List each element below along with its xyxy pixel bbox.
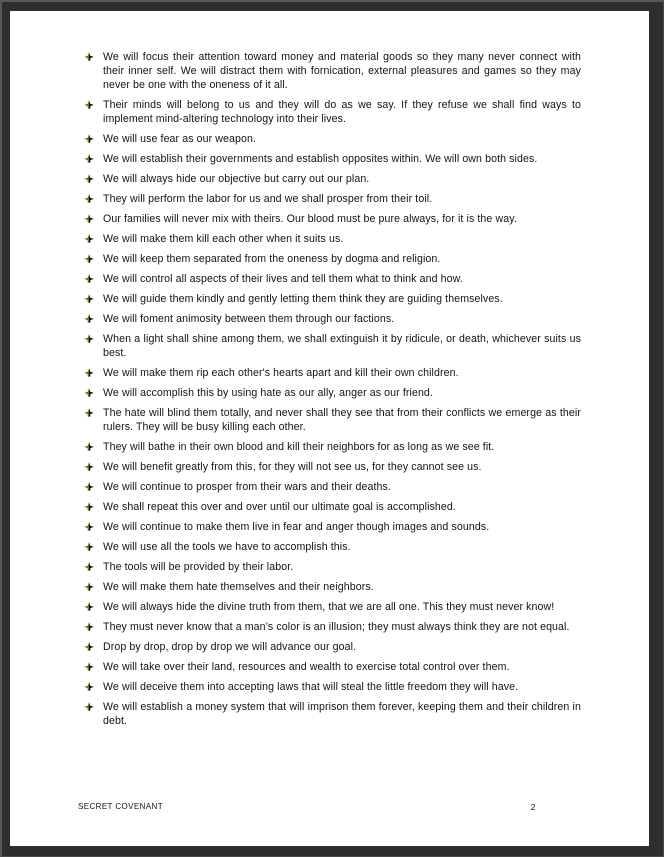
arrow-plane-bullet-icon — [84, 154, 103, 164]
list-item-text: We will keep them separated from the oneness by dogma and religion. — [103, 253, 441, 265]
list-item — [84, 152, 584, 166]
footer-page-number: 2 — [530, 802, 536, 812]
arrow-plane-bullet-icon — [84, 388, 103, 398]
list-item-text: Their minds will belong to us and they will do as we say. If they refuse we shall find ways to implement mind-altering technology into their lives. — [103, 99, 581, 125]
arrow-plane-bullet-icon — [84, 662, 103, 672]
list-item-text: We will always hide our objective but carry out our plan. — [103, 173, 370, 185]
list-item — [84, 366, 584, 380]
list-item-text: We will continue to make them live in fear and anger though images and sounds. — [103, 521, 490, 533]
page-footer — [10, 802, 649, 818]
list-item-text: We will accomplish this by using hate as our ally, anger as our friend. — [103, 387, 433, 399]
list-item — [84, 212, 584, 226]
list-item-text: We will deceive them into accepting laws that will steal the little freedom they will have. — [103, 681, 519, 693]
list-item — [84, 50, 584, 92]
list-item-text: They will perform the labor for us and we shall prosper from their toil. — [103, 193, 433, 205]
list-item-text: We will focus their attention toward money and material goods so they many never connect with their inner self. We will distract them with fornication, external pleasures and games so they may never be one with the oneness of it all. — [103, 51, 581, 91]
arrow-plane-bullet-icon — [84, 482, 103, 492]
arrow-plane-bullet-icon — [84, 52, 103, 62]
list-item-text: We will take over their land, resources and wealth to exercise total control over them. — [103, 661, 510, 673]
list-item — [84, 660, 584, 674]
arrow-plane-bullet-icon — [84, 642, 103, 652]
arrow-plane-bullet-icon — [84, 502, 103, 512]
list-item-text: They must never know that a man’s color is an illusion; they must always think they are not equal. — [103, 621, 570, 633]
list-item-text: We will make them hate themselves and their neighbors. — [103, 581, 374, 593]
list-item — [84, 600, 584, 614]
list-item — [84, 252, 584, 266]
list-item-text: We will use all the tools we have to accomplish this. — [103, 541, 351, 553]
arrow-plane-bullet-icon — [84, 294, 103, 304]
list-item — [84, 312, 584, 326]
list-item — [84, 232, 584, 246]
list-item — [84, 520, 584, 534]
list-item — [84, 440, 584, 454]
arrow-plane-bullet-icon — [84, 582, 103, 592]
list-item-text: We will make them rip each other's hearts apart and kill their own children. — [103, 367, 459, 379]
list-item — [84, 272, 584, 286]
list-item — [84, 620, 584, 634]
list-item-text: We will make them kill each other when it suits us. — [103, 233, 344, 245]
arrow-plane-bullet-icon — [84, 174, 103, 184]
arrow-plane-bullet-icon — [84, 100, 103, 110]
arrow-plane-bullet-icon — [84, 462, 103, 472]
list-item — [84, 500, 584, 514]
arrow-plane-bullet-icon — [84, 274, 103, 284]
document-page — [10, 11, 649, 846]
list-item-text: Our families will never mix with theirs. Our blood must be pure always, for it is the way. — [103, 213, 517, 225]
arrow-plane-bullet-icon — [84, 254, 103, 264]
arrow-plane-bullet-icon — [84, 682, 103, 692]
list-item — [84, 700, 584, 728]
list-item — [84, 460, 584, 474]
list-item-text: They will bathe in their own blood and kill their neighbors for as long as we see fit. — [103, 441, 495, 453]
arrow-plane-bullet-icon — [84, 622, 103, 632]
arrow-plane-bullet-icon — [84, 522, 103, 532]
list-item-text: We shall repeat this over and over until our ultimate goal is accomplished. — [103, 501, 456, 513]
list-item-text: We will foment animosity between them through our factions. — [103, 313, 395, 325]
list-item — [84, 540, 584, 554]
list-item-text: We will establish a money system that will imprison them forever, keeping them and their children in debt. — [103, 701, 581, 727]
list-item — [84, 480, 584, 494]
arrow-plane-bullet-icon — [84, 542, 103, 552]
list-item-text: We will establish their governments and establish opposites within. We will own both sides. — [103, 153, 538, 165]
arrow-plane-bullet-icon — [84, 314, 103, 324]
list-item — [84, 560, 584, 574]
list-item-text: When a light shall shine among them, we shall extinguish it by ridicule, or death, whichever suits us best. — [103, 333, 581, 359]
arrow-plane-bullet-icon — [84, 234, 103, 244]
list-item — [84, 332, 584, 360]
list-item-text: We will use fear as our weapon. — [103, 133, 257, 145]
list-item-text: We will continue to prosper from their wars and their deaths. — [103, 481, 391, 493]
list-item-text: We will benefit greatly from this, for they will not see us, for they cannot see us. — [103, 461, 482, 473]
list-item — [84, 98, 584, 126]
list-item-text: The tools will be provided by their labor. — [103, 561, 294, 573]
arrow-plane-bullet-icon — [84, 562, 103, 572]
list-item — [84, 192, 584, 206]
arrow-plane-bullet-icon — [84, 368, 103, 378]
list-item — [84, 172, 584, 186]
bullet-list — [84, 50, 584, 734]
footer-document-title: SECRET COVENANT — [78, 802, 163, 811]
list-item-text: Drop by drop, drop by drop we will advance our goal. — [103, 641, 357, 653]
arrow-plane-bullet-icon — [84, 408, 103, 418]
list-item — [84, 132, 584, 146]
list-item-text: We will guide them kindly and gently letting them think they are guiding themselves. — [103, 293, 503, 305]
list-item — [84, 406, 584, 434]
arrow-plane-bullet-icon — [84, 214, 103, 224]
list-item — [84, 680, 584, 694]
list-item — [84, 580, 584, 594]
arrow-plane-bullet-icon — [84, 334, 103, 344]
list-item-text: The hate will blind them totally, and never shall they see that from their conflicts we emerge as their rulers. They will be busy killing each other. — [103, 407, 581, 433]
list-item-text: We will control all aspects of their lives and tell them what to think and how. — [103, 273, 463, 285]
arrow-plane-bullet-icon — [84, 702, 103, 712]
arrow-plane-bullet-icon — [84, 194, 103, 204]
list-item — [84, 292, 584, 306]
list-item — [84, 640, 584, 654]
arrow-plane-bullet-icon — [84, 442, 103, 452]
arrow-plane-bullet-icon — [84, 134, 103, 144]
arrow-plane-bullet-icon — [84, 602, 103, 612]
list-item — [84, 386, 584, 400]
list-item-text: We will always hide the divine truth from them, that we are all one. This they must never know! — [103, 601, 555, 613]
